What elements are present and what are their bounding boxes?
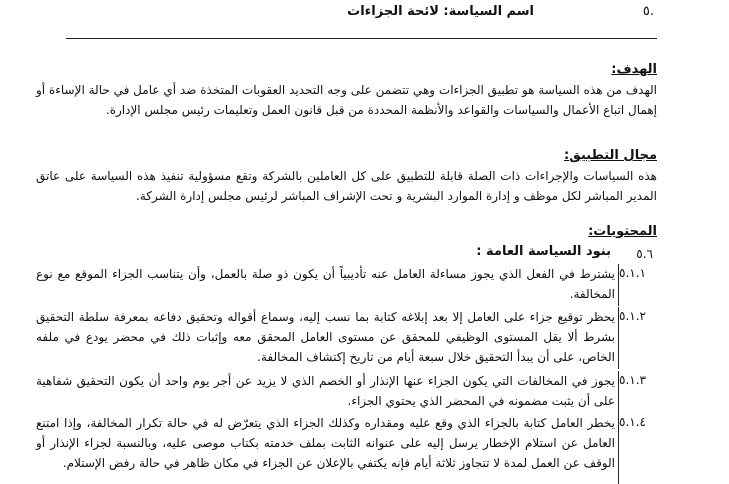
- subsection-number: ٥.٦: [636, 247, 653, 261]
- item-bar-1: [618, 264, 619, 306]
- subsection-title: بنود السياسة العامة :: [476, 244, 611, 259]
- item-bar-3: [618, 371, 619, 413]
- header-divider: [66, 38, 657, 39]
- item-bar-2: [618, 307, 619, 369]
- policy-title: اسم السياسة: لائحة الجزاءات: [347, 4, 534, 19]
- policy-item-3: يجوز في المخالفات التي يكون الجزاء عنها الإنذار أو الخصم الذي لا يزيد عن أجر يوم واحد أن يكون التحقيق شفاهية على أن يثبت مضمونه في المحضر الذي يحتوي الجزاء.: [36, 374, 615, 408]
- item-number-3: ٥.١.٣: [619, 373, 646, 387]
- item-number-2: ٥.١.٢: [619, 309, 646, 323]
- section-number: ٥.: [642, 4, 654, 19]
- goal-paragraph: الهدف من هذه السياسة هو تطبيق الجزاءات وهي تتضمن على وجه التحديد العقوبات المتخذة ضد أي عامل في حالة الإساءة أو إهمال اتباع الأعمال والسياسات والقواعد والأنظمة المحددة من قبل قانون العمل وتعليمات رئيس مجلس الإدارة.: [36, 83, 657, 117]
- policy-item-4: يخطر العامل كتابة بالجزاء الذي وقع عليه ومقداره وكذلك الجزاء الذي يتعرّض له في حالة تكرار المخالفة، وإذا امتنع العامل عن استلام الإخطار يرسل إليه على عنوانه الثابت بملف خدمته بكتاب موصى عليه، وبالنسبة لجزاء الإنذار أو الوقف عن العمل لمدة لا تتجاوز ثلاثة أيام فإنه يكتفي بالإعلان عن الجزاء في مكان ظاهر في حالة رفض الإستلام.: [36, 416, 615, 470]
- policy-item-2: يحظر توقيع جزاء على العامل إلا بعد إبلاغه كتابة بما نسب إليه، وسماع أقواله وتحقيق دفاعه بمعرفة سلطة التحقيق بشرط ألا يقل المستوى الوظيفي للمحقق عن مستوى العامل المحقق معه وإثبات ذلك في محضر يودع في ملفه الخاص، على أن يبدأ التحقيق خلال سبعة أيام من تاريخ إكتشاف المخالفة.: [36, 310, 615, 364]
- item-number-4: ٥.١.٤: [619, 415, 646, 429]
- item-number-1: ٥.١.١: [619, 266, 646, 280]
- policy-item-1: يشترط في الفعل الذي يجوز مساءلة العامل عنه تأديبياً أن يكون ذو صلة بالعمل، وأن يتناسب الجزاء الموقع مع نوع المخالفة.: [36, 267, 615, 301]
- contents-heading: المحتويات:: [588, 224, 657, 239]
- goal-heading: الهدف:: [611, 62, 657, 77]
- scope-paragraph: هذه السياسات والإجراءات ذات الصلة قابلة للتطبيق على كل العاملين بالشركة وتقع مسؤولية تنفيذ هذه السياسة على عاتق المدير المباشر لكل موظف و إدارة الموارد البشرية و تحت الإشراف المباشر لرئيس مجلس إدارة الشركة.: [36, 169, 657, 203]
- item-bar-4: [618, 413, 619, 484]
- scope-heading: مجال التطبيق:: [564, 148, 657, 163]
